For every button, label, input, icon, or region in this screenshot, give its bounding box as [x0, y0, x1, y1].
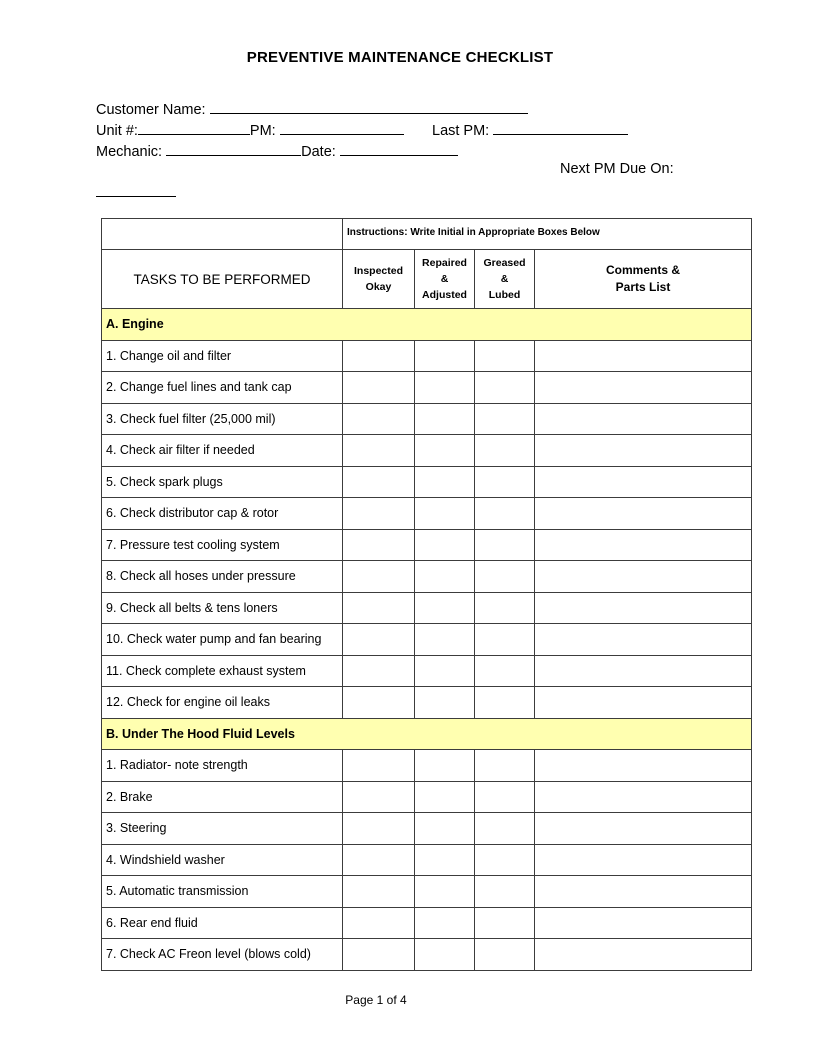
header-repaired-line: &: [440, 273, 449, 285]
comments-cell[interactable]: [535, 750, 752, 782]
customer-name-line: [96, 100, 528, 118]
comments-cell[interactable]: [535, 844, 752, 876]
comments-cell[interactable]: [535, 592, 752, 624]
task-label: 3. Steering: [102, 813, 343, 845]
header-repaired-line: Adjusted: [422, 289, 467, 301]
task-label: 6. Rear end fluid: [102, 907, 343, 939]
greased-cell[interactable]: [475, 750, 535, 782]
comments-cell[interactable]: [535, 687, 752, 719]
comments-cell[interactable]: [535, 781, 752, 813]
task-label: 10. Check water pump and fan bearing: [102, 624, 343, 656]
comments-cell[interactable]: [535, 498, 752, 530]
table-row: [102, 939, 752, 971]
task-label: 2. Change fuel lines and tank cap: [102, 372, 343, 404]
table-row: [102, 781, 752, 813]
comments-cell[interactable]: [535, 907, 752, 939]
next-pm-label: Next PM Due On:: [560, 161, 674, 177]
inspected-cell[interactable]: [343, 907, 415, 939]
greased-cell[interactable]: [475, 907, 535, 939]
repaired-cell[interactable]: [415, 844, 475, 876]
repaired-cell[interactable]: [415, 592, 475, 624]
checklist-table: [101, 218, 752, 971]
repaired-cell[interactable]: [415, 939, 475, 971]
table-row: [102, 498, 752, 530]
table-row: [102, 624, 752, 656]
customer-name-field[interactable]: [210, 100, 528, 114]
table-row: [102, 687, 752, 719]
table-row: [102, 466, 752, 498]
greased-cell[interactable]: [475, 624, 535, 656]
inspected-cell[interactable]: [343, 813, 415, 845]
inspected-cell[interactable]: [343, 529, 415, 561]
repaired-cell[interactable]: [415, 876, 475, 908]
inspected-cell[interactable]: [343, 876, 415, 908]
task-label: 7. Check AC Freon level (blows cold): [102, 939, 343, 971]
header-inspected-cell: [343, 250, 415, 309]
table-row: [102, 655, 752, 687]
greased-cell[interactable]: [475, 939, 535, 971]
task-label: 12. Check for engine oil leaks: [102, 687, 343, 719]
greased-cell[interactable]: [475, 813, 535, 845]
last-pm-line: [432, 121, 628, 139]
repaired-cell[interactable]: [415, 624, 475, 656]
inspected-cell[interactable]: [343, 781, 415, 813]
repaired-cell[interactable]: [415, 403, 475, 435]
task-label: 3. Check fuel filter (25,000 mil): [102, 403, 343, 435]
greased-cell[interactable]: [475, 844, 535, 876]
table-row: [102, 403, 752, 435]
task-label: 4. Check air filter if needed: [102, 435, 343, 467]
table-row: [102, 876, 752, 908]
table-row: [102, 372, 752, 404]
greased-cell[interactable]: [475, 655, 535, 687]
last-pm-label: Last PM:: [432, 123, 490, 139]
inspected-cell[interactable]: [343, 624, 415, 656]
task-label: 7. Pressure test cooling system: [102, 529, 343, 561]
header-tasks-cell: [102, 250, 343, 309]
instructions-blank-cell: [102, 219, 343, 250]
header-inspected-line: Okay: [365, 281, 392, 293]
task-label: 8. Check all hoses under pressure: [102, 561, 343, 593]
page-title: PREVENTIVE MAINTENANCE CHECKLIST: [246, 49, 554, 66]
greased-cell[interactable]: [475, 876, 535, 908]
task-label: 6. Check distributor cap & rotor: [102, 498, 343, 530]
next-pm-field-line: [96, 183, 176, 201]
next-pm-line: [560, 161, 674, 177]
greased-cell[interactable]: [475, 340, 535, 372]
header-greased-line: &: [500, 273, 509, 285]
greased-cell[interactable]: [475, 403, 535, 435]
table-row: [102, 844, 752, 876]
greased-cell[interactable]: [475, 687, 535, 719]
repaired-cell[interactable]: [415, 781, 475, 813]
mechanic-date-line: [96, 142, 458, 160]
inspected-cell[interactable]: [343, 687, 415, 719]
repaired-cell[interactable]: [415, 435, 475, 467]
comments-cell[interactable]: [535, 372, 752, 404]
comments-cell[interactable]: [535, 466, 752, 498]
date-field[interactable]: [340, 142, 458, 156]
repaired-cell[interactable]: [415, 750, 475, 782]
header-repaired: [415, 255, 474, 303]
pm-label: PM:: [249, 123, 276, 139]
comments-cell[interactable]: [535, 403, 752, 435]
inspected-cell[interactable]: [343, 939, 415, 971]
comments-cell[interactable]: [535, 939, 752, 971]
header-greased-line: Lubed: [488, 289, 521, 301]
customer-name-label: Customer Name:: [96, 102, 206, 118]
repaired-cell[interactable]: [415, 529, 475, 561]
header-comments: [535, 262, 751, 296]
instructions-text: Instructions: Write Initial in Appropriate Boxes Below: [347, 227, 600, 238]
header-comments-line: Comments &: [605, 263, 680, 277]
comments-cell[interactable]: [535, 876, 752, 908]
instructions-row: [102, 219, 752, 250]
last-pm-field[interactable]: [493, 121, 628, 135]
inspected-cell[interactable]: [343, 844, 415, 876]
table-row: [102, 750, 752, 782]
table-row: [102, 561, 752, 593]
repaired-cell[interactable]: [415, 655, 475, 687]
greased-cell[interactable]: [475, 561, 535, 593]
inspected-cell[interactable]: [343, 592, 415, 624]
inspected-cell[interactable]: [343, 498, 415, 530]
unit-label: Unit #:: [96, 123, 138, 139]
repaired-cell[interactable]: [415, 466, 475, 498]
table-row: [102, 340, 752, 372]
inspected-cell[interactable]: [343, 403, 415, 435]
header-comments-line: Parts List: [615, 280, 671, 294]
task-label: 5. Automatic transmission: [102, 876, 343, 908]
header-inspected-line: Inspected: [353, 265, 403, 277]
unit-pm-line: [96, 121, 404, 139]
table-row: [102, 592, 752, 624]
inspected-cell[interactable]: [343, 561, 415, 593]
repaired-cell[interactable]: [415, 687, 475, 719]
inspected-cell[interactable]: [343, 435, 415, 467]
repaired-cell[interactable]: [415, 340, 475, 372]
task-label: 2. Brake: [102, 781, 343, 813]
greased-cell[interactable]: [475, 498, 535, 530]
comments-cell[interactable]: [535, 655, 752, 687]
section-title: A. Engine: [102, 309, 752, 341]
header-comments-cell: [535, 250, 752, 309]
task-label: 5. Check spark plugs: [102, 466, 343, 498]
mechanic-field[interactable]: [166, 142, 301, 156]
comments-cell[interactable]: [535, 561, 752, 593]
repaired-cell[interactable]: [415, 907, 475, 939]
header-greased-line: Greased: [483, 257, 526, 269]
instructions-cell: [343, 219, 752, 250]
greased-cell[interactable]: [475, 781, 535, 813]
table-row: [102, 813, 752, 845]
inspected-cell[interactable]: [343, 655, 415, 687]
header-repaired-line: Repaired: [422, 257, 467, 269]
greased-cell[interactable]: [475, 592, 535, 624]
unit-field[interactable]: [138, 121, 250, 135]
task-label: 1. Radiator- note strength: [102, 750, 343, 782]
greased-cell[interactable]: [475, 466, 535, 498]
header-repaired-cell: [415, 250, 475, 309]
repaired-cell[interactable]: [415, 561, 475, 593]
repaired-cell[interactable]: [415, 372, 475, 404]
inspected-cell[interactable]: [343, 750, 415, 782]
task-label: 9. Check all belts & tens loners: [102, 592, 343, 624]
comments-cell[interactable]: [535, 529, 752, 561]
header-greased-cell: [475, 250, 535, 309]
section-title: B. Under The Hood Fluid Levels: [102, 718, 752, 750]
task-label: 1. Change oil and filter: [102, 340, 343, 372]
inspected-cell[interactable]: [343, 466, 415, 498]
section-row: [102, 718, 752, 750]
greased-cell[interactable]: [475, 372, 535, 404]
header-greased: [475, 255, 534, 303]
greased-cell[interactable]: [475, 529, 535, 561]
header-inspected: [343, 263, 414, 295]
table-row: [102, 907, 752, 939]
repaired-cell[interactable]: [415, 498, 475, 530]
comments-cell[interactable]: [535, 813, 752, 845]
greased-cell[interactable]: [475, 435, 535, 467]
section-row: [102, 309, 752, 341]
date-label: Date:: [301, 144, 336, 160]
pm-field[interactable]: [280, 121, 404, 135]
task-label: 4. Windshield washer: [102, 844, 343, 876]
inspected-cell[interactable]: [343, 340, 415, 372]
header-tasks: TASKS TO BE PERFORMED: [133, 271, 311, 287]
mechanic-label: Mechanic:: [96, 144, 163, 160]
comments-cell[interactable]: [535, 435, 752, 467]
task-label: 11. Check complete exhaust system: [102, 655, 343, 687]
comments-cell[interactable]: [535, 624, 752, 656]
table-row: [102, 435, 752, 467]
inspected-cell[interactable]: [343, 372, 415, 404]
table-row: [102, 529, 752, 561]
header-row: [102, 250, 752, 309]
page-footer: Page 1 of 4: [345, 993, 407, 1007]
comments-cell[interactable]: [535, 340, 752, 372]
repaired-cell[interactable]: [415, 813, 475, 845]
next-pm-field[interactable]: [96, 183, 176, 197]
